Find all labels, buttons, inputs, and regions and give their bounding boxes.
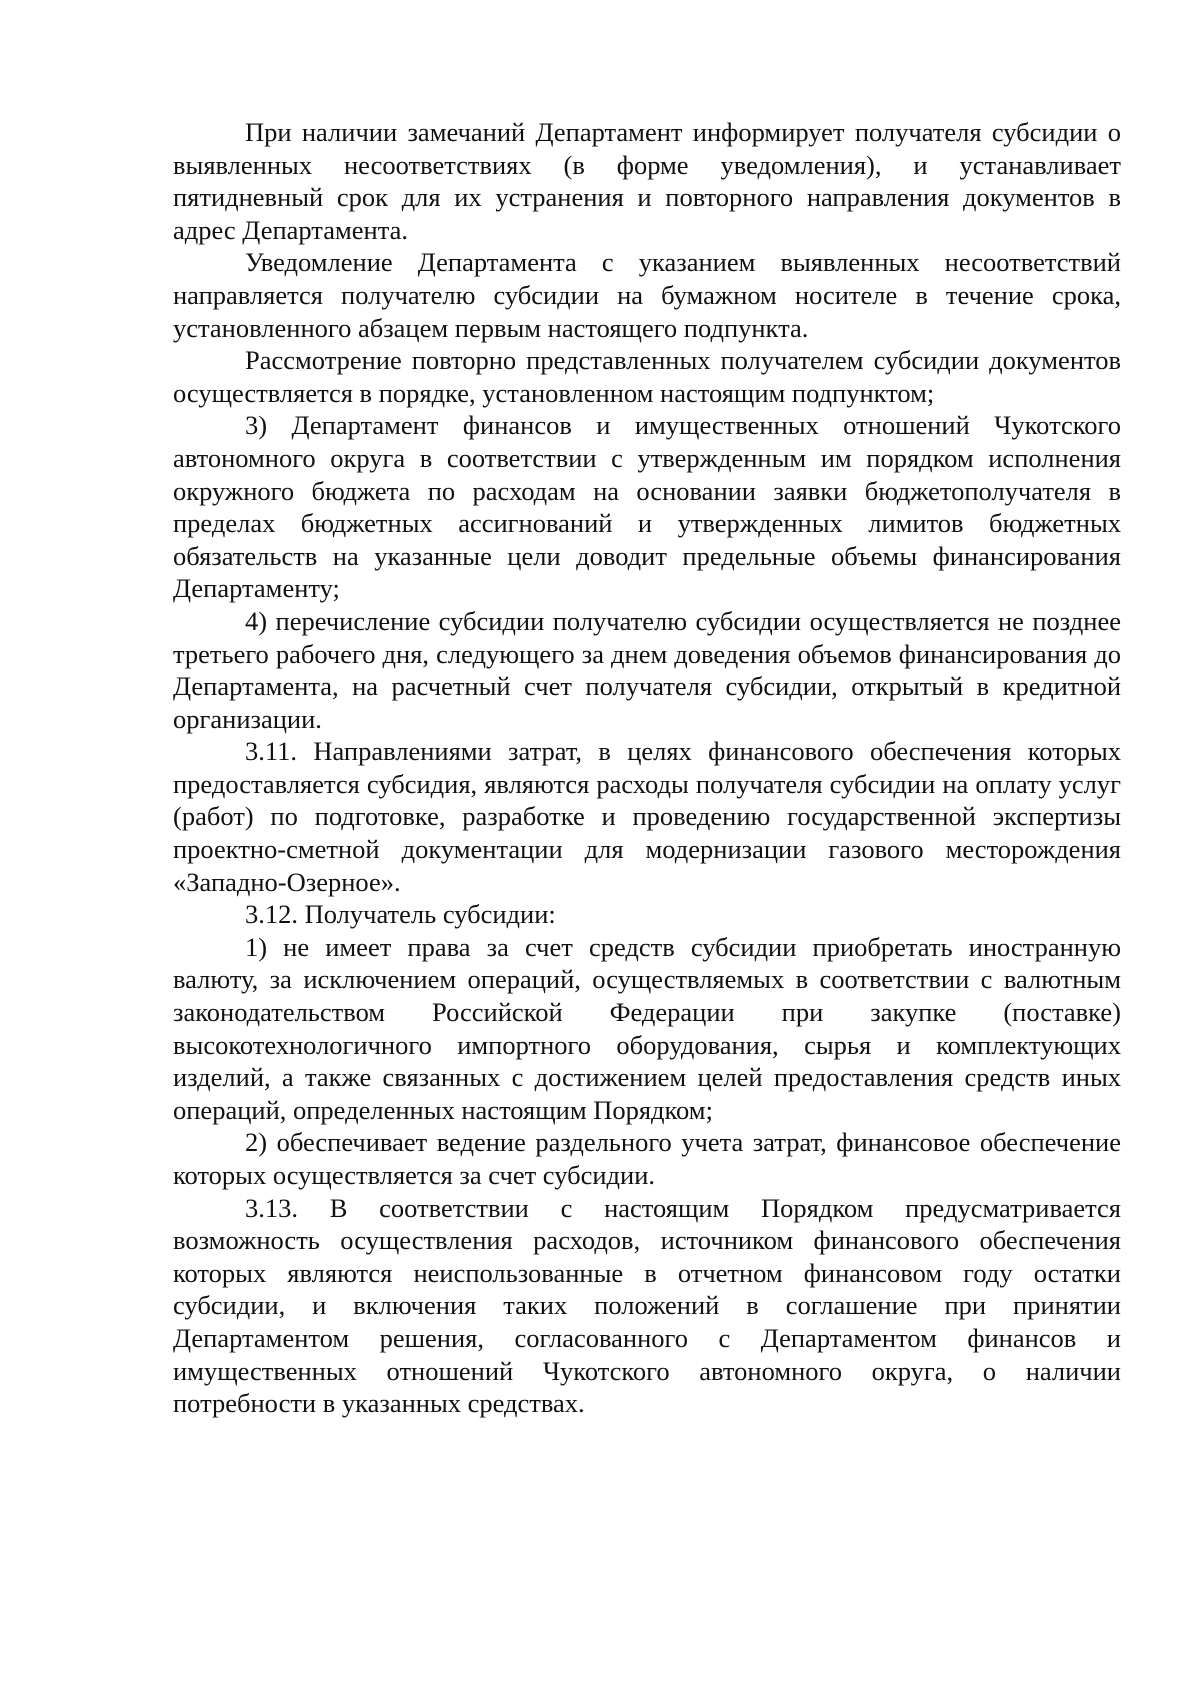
paragraph-3-12-item-2: 2) обеспечивает ведение раздельного учета затрат, финансовое обеспечение которых осуществляется за счет субсидии. xyxy=(173,1127,1121,1190)
paragraph-section-3-11: 3.11. Направлениями затрат, в целях финансового обеспечения которых предоставляется субсидия, являются расходы получателя субсидии на оплату услуг (работ) по подготовке, разработке и проведению государственной экспертизы проектно-сметной документации для модернизации газового месторождения «Западно-Озерное». xyxy=(173,736,1121,897)
paragraph-item-3-finance-department: 3) Департамент финансов и имущественных отношений Чукотского автономного округа в соответствии с утвержденным им порядком исполнения окружного бюджета по расходам на основании заявки бюджетополучателя в пределах бюджетных ассигнований и утвержденных лимитов бюджетных обязательств на указанные цели доводит предельные объемы финансирования Департаменту; xyxy=(173,410,1121,604)
document-body xyxy=(173,116,1121,1420)
paragraph-section-3-13: 3.13. В соответствии с настоящим Порядком предусматривается возможность осуществления расходов, источником финансового обеспечения которых являются неиспользованные в отчетном финансовом году остатки субсидии, и включения таких положений в соглашение при принятии Департаментом решения, согласованного с Департаментом финансов и имущественных отношений Чукотского автономного округа, о наличии потребности в указанных средствах. xyxy=(173,1192,1121,1419)
paragraph-resubmission-review: Рассмотрение повторно представленных получателем субсидии документов осуществляется в порядке, установленном настоящим подпунктом; xyxy=(173,345,1121,408)
paragraph-section-3-12-heading: 3.12. Получатель субсидии: xyxy=(245,899,556,930)
paragraph-remarks-notice: При наличии замечаний Департамент информирует получателя субсидии о выявленных несоответствиях (в форме уведомления), и устанавливает пятидневный срок для их устранения и повторного направления документов в адрес Департамента. xyxy=(173,117,1121,245)
paragraph-item-4-subsidy-transfer: 4) перечисление субсидии получателю субсидии осуществляется не позднее третьего рабочего дня, следующего за днем доведения объемов финансирования до Департамента, на расчетный счет получателя субсидии, открытый в кредитной организации. xyxy=(173,605,1121,734)
paragraph-3-12-item-1: 1) не имеет права за счет средств субсидии приобретать иностранную валюту, за исключением операций, осуществляемых в соответствии с валютным законодательством Российской Федерации при закупке (поставке) высокотехнологичного импортного оборудования, сырья и комплектующих изделий, а также связанных с достижением целей предоставления средств иных операций, определенных настоящим Порядком; xyxy=(173,931,1121,1125)
paragraph-notification-delivery: Уведомление Департамента с указанием выявленных несоответствий направляется получателю субсидии на бумажном носителе в течение срока, установленного абзацем первым настоящего подпункта. xyxy=(173,247,1121,343)
